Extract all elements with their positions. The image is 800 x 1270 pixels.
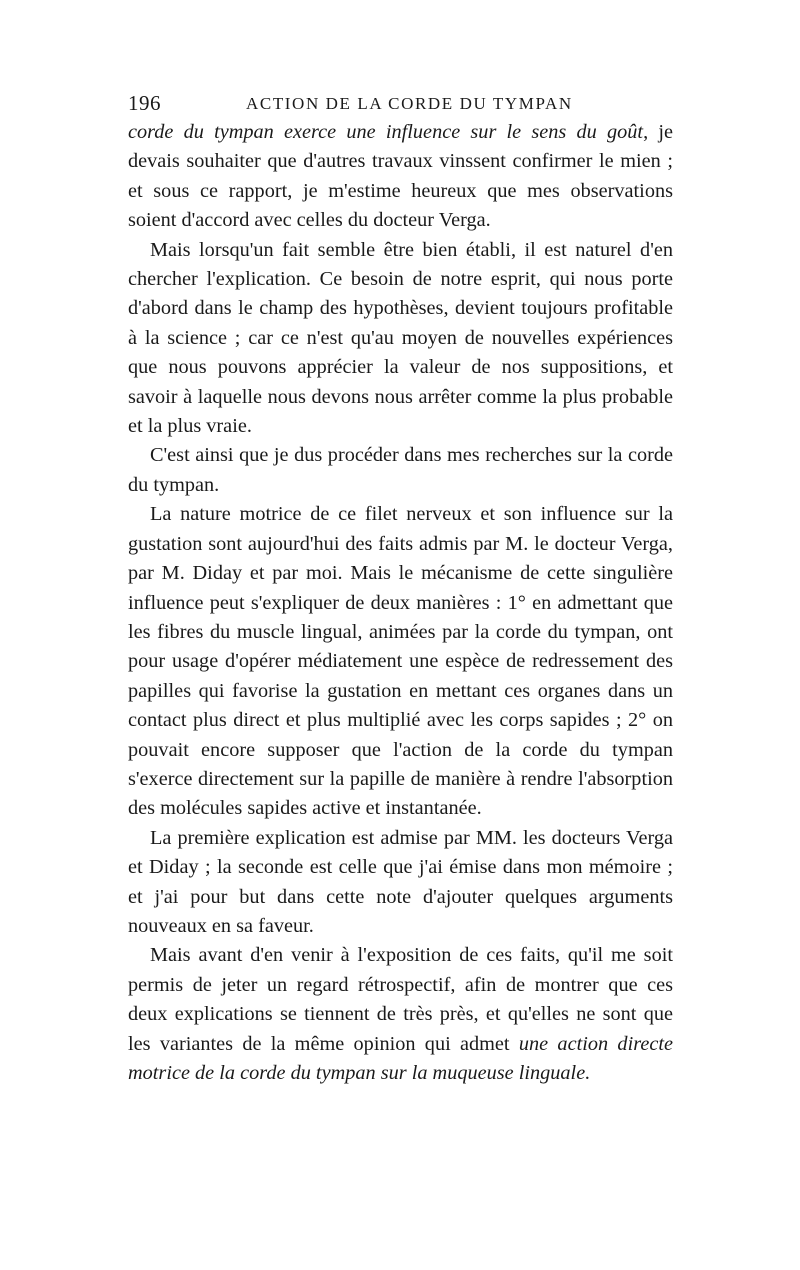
italic-phrase: une action directe motrice de la corde du tympan sur la muqueuse linguale. [128,1032,673,1084]
paragraph [128,236,673,442]
paragraph-text: , je devais souhaiter que d'autres travaux vinssent confirmer le mien ; et sous ce rapport, je m'estime heureux que mes observations soient d'accord avec celles du docteur Verga. [128,121,673,232]
paragraph [128,941,673,1088]
italic-phrase: corde du tympan exerce une influence sur le sens du goût [128,121,644,143]
paragraph-text: C'est ainsi que je dus procéder dans mes recherches sur la corde du tympan. [128,444,673,496]
paragraph [128,500,673,823]
paragraph-text: Mais lorsqu'un fait semble être bien établi, il est naturel d'en chercher l'explication. Ce besoin de notre esprit, qui nous porte d'abord dans le champ des hypothèses, devient toujours profitable à la science ; car ce n'est qu'au moyen de nouvelles expériences que nous pouvons apprécier la valeur de nos suppositions, et savoir à laquelle nous devons nous arrêter comme la plus probable et la plus vraie. [128,238,673,438]
page-number: 196 [128,91,161,115]
paragraph-text: La nature motrice de ce filet nerveux et son influence sur la gustation sont aujourd'hui des faits admis par M. le docteur Verga, par M. Diday et par moi. Mais le mécanisme de cette singulière influence peut s'expliquer de deux manières : 1° en admettant que les fibres du muscle lingual, animées par la corde du tympan, ont pour usage d'opérer médiatement une espèce de redressement des papilles qui favorise la gustation en mettant ces organes dans un contact plus direct et plus multiplié avec les corps sapides ; 2° on pouvait encore supposer que l'action de la corde du tympan s'exerce directement sur la papille de manière à rendre l'absorption des molécules sapides active et instantanée. [128,503,673,820]
paragraph [128,824,673,942]
running-title: ACTION DE LA CORDE DU TYMPAN [246,94,573,113]
running-head [128,88,673,118]
paragraph-text: La première explication est admise par MM. les docteurs Verga et Diday ; la seconde est celle que j'ai émise dans mon mémoire ; et j'ai pour but dans cette note d'ajouter quelques arguments nouveaux en sa faveur. [128,826,673,937]
book-page [128,88,673,1088]
paragraph [128,441,673,500]
body-text [128,118,673,1088]
paragraph [128,118,673,236]
paragraph-text: Mais avant d'en venir à l'exposition de ces faits, qu'il me soit permis de jeter un regard rétrospectif, afin de montrer que ces deux explications se tiennent de très près, et qu'elles ne sont que les variantes de la même opinion qui admet [128,944,673,1055]
